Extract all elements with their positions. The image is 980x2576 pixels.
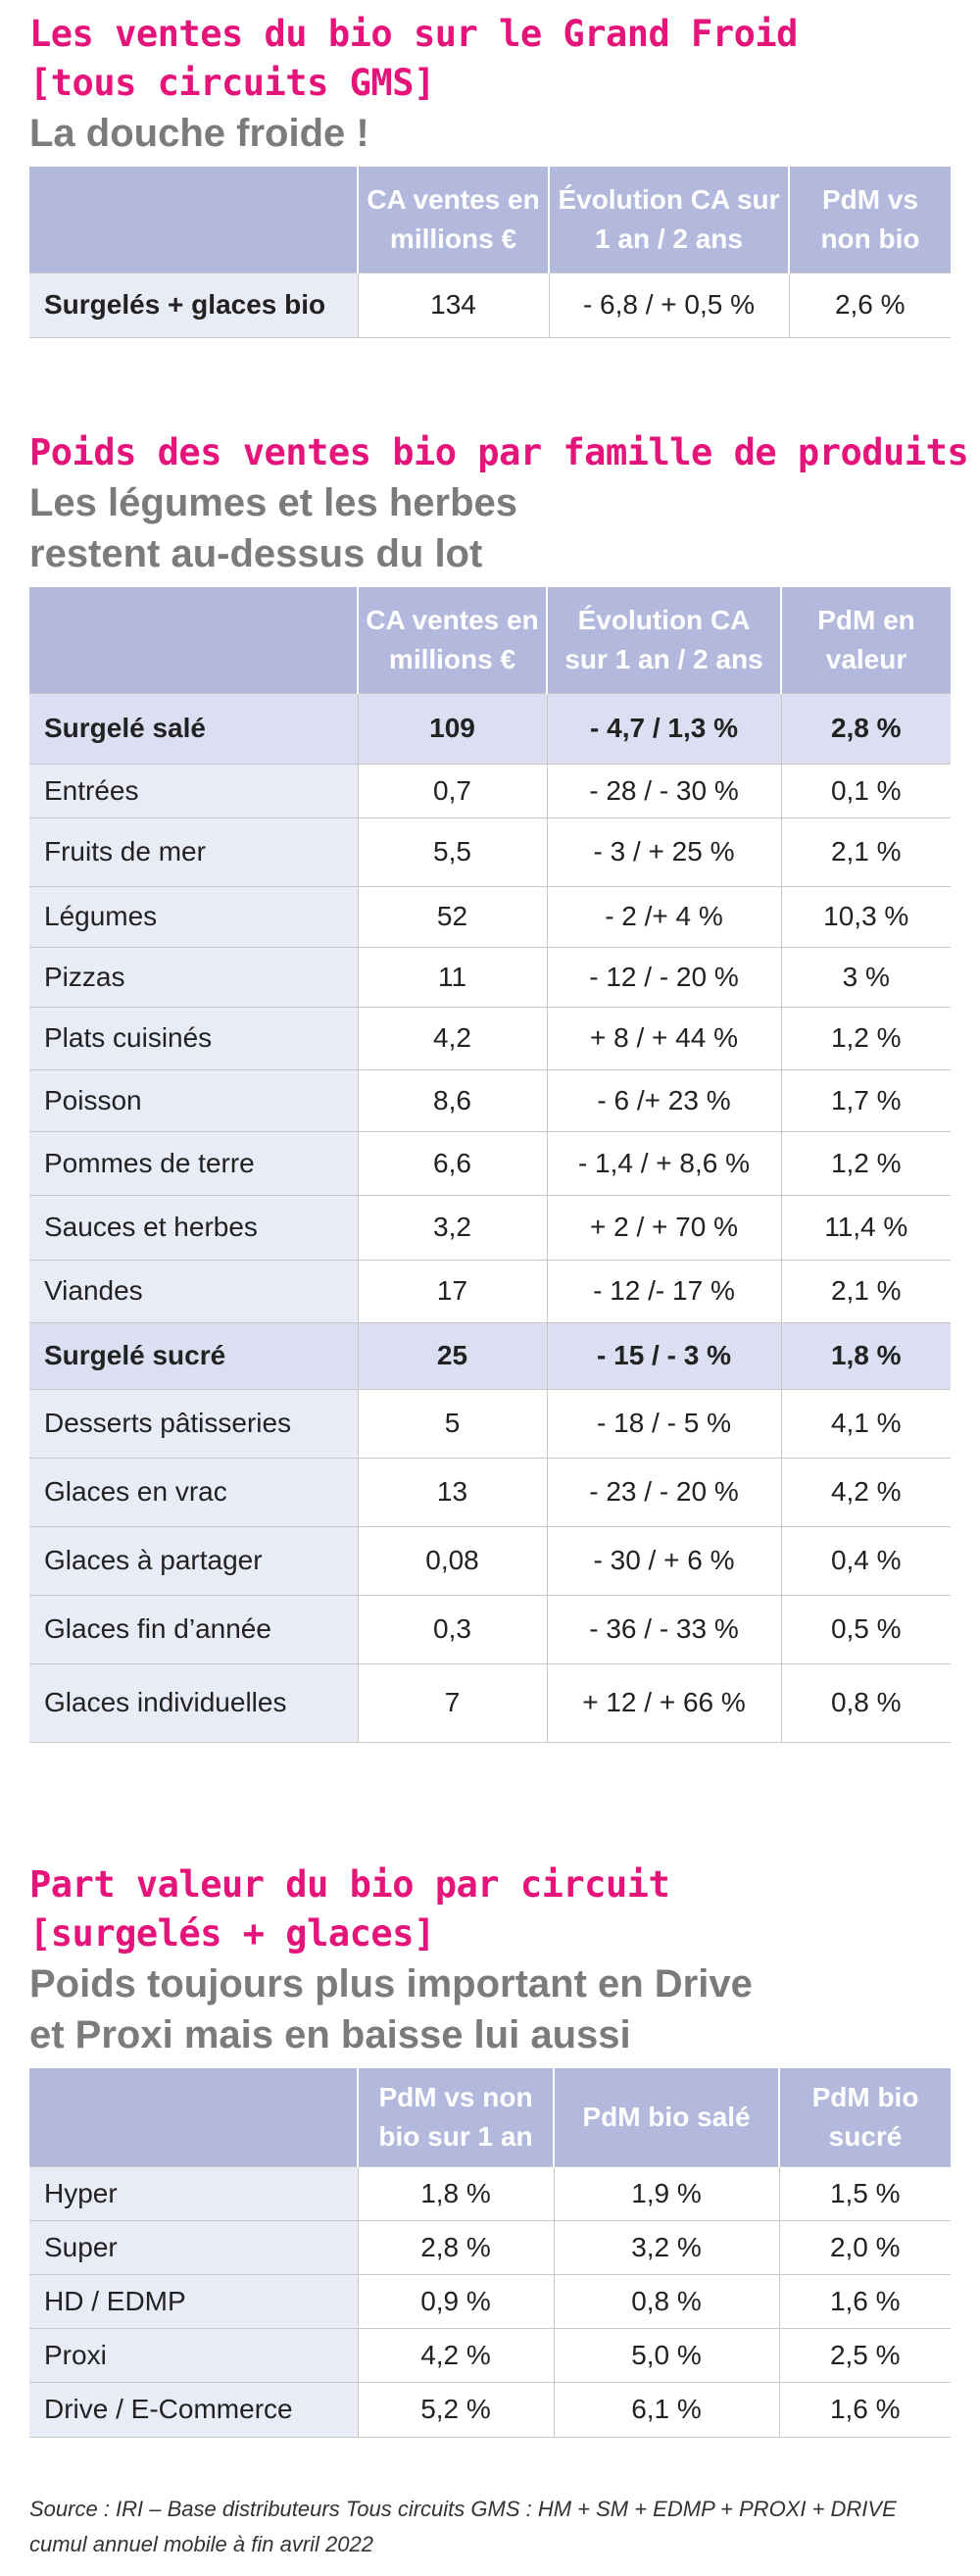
table-row	[29, 1663, 951, 1742]
source-line: Source : IRI – Base distributeurs Tous circuits GMS : HM + SM + EDMP + PROXI + DRIVE	[29, 2497, 897, 2521]
row-label: Pommes de terre	[29, 1131, 358, 1195]
table-row	[29, 1131, 951, 1195]
table-row	[29, 2220, 951, 2274]
overview-table	[29, 167, 951, 338]
section-title: Part valeur du bio par circuit	[29, 1863, 670, 1906]
table-row	[29, 764, 951, 817]
cell-value-2: - 36 / - 33 %	[547, 1595, 781, 1663]
cell-value-2: 6,1 %	[554, 2382, 779, 2437]
cell-value-1: 8,6	[358, 1069, 547, 1131]
header-cell	[29, 167, 358, 272]
row-label: Entrées	[29, 764, 358, 817]
row-label: Glaces à partager	[29, 1526, 358, 1595]
section-subtitle: Poids toujours plus important en Drive	[29, 1962, 753, 2006]
cell-value-1: 0,9 %	[358, 2274, 554, 2328]
row-label: Surgelés + glaces bio	[29, 272, 358, 337]
header-cell: PdM bio sucré	[779, 2068, 951, 2166]
table-row	[29, 1260, 951, 1322]
row-label: HD / EDMP	[29, 2274, 358, 2328]
header-cell	[29, 2068, 358, 2166]
cell-value-3: 3 %	[781, 947, 951, 1007]
row-label: Hyper	[29, 2166, 358, 2220]
row-label: Légumes	[29, 886, 358, 947]
table-group-row	[29, 1322, 951, 1389]
cell-value-1: 5,5	[358, 817, 547, 886]
row-label: Pizzas	[29, 947, 358, 1007]
section-families	[29, 428, 969, 1743]
table-row	[29, 2382, 951, 2437]
circuits-table	[29, 2068, 951, 2438]
cell-value-1: 25	[358, 1322, 547, 1389]
table-header-row	[29, 587, 951, 693]
cell-value-3: 0,5 %	[781, 1595, 951, 1663]
row-label: Drive / E-Commerce	[29, 2382, 358, 2437]
row-label: Desserts pâtisseries	[29, 1389, 358, 1458]
table-row	[29, 1195, 951, 1260]
table-row	[29, 1526, 951, 1595]
cell-value-1: 5,2 %	[358, 2382, 554, 2437]
header-cell: PdM vs non bio	[789, 167, 951, 272]
header-cell: PdM en valeur	[781, 587, 951, 693]
table-row	[29, 886, 951, 947]
cell-value-2: - 12 /- 17 %	[547, 1260, 781, 1322]
cell-value-2: + 12 / + 66 %	[547, 1663, 781, 1742]
row-label: Proxi	[29, 2328, 358, 2382]
table-header-row	[29, 2068, 951, 2166]
cell-value-2: + 8 / + 44 %	[547, 1007, 781, 1069]
source-line: cumul annuel mobile à fin avril 2022	[29, 2532, 373, 2556]
table-row	[29, 1458, 951, 1526]
row-label: Glaces en vrac	[29, 1458, 358, 1526]
cell-value-3: 0,4 %	[781, 1526, 951, 1595]
header-cell: CA ventes en millions €	[358, 587, 547, 693]
table-row	[29, 272, 951, 337]
cell-value-1: 0,7	[358, 764, 547, 817]
cell-value-2: 3,2 %	[554, 2220, 779, 2274]
cell-value-1: 52	[358, 886, 547, 947]
cell-value-1: 6,6	[358, 1131, 547, 1195]
cell-value-1: 4,2 %	[358, 2328, 554, 2382]
cell-value-1: 0,3	[358, 1595, 547, 1663]
cell-value-3: 1,7 %	[781, 1069, 951, 1131]
header-cell: PdM bio salé	[554, 2068, 779, 2166]
cell-value-1: 11	[358, 947, 547, 1007]
cell-value-3: 1,8 %	[781, 1322, 951, 1389]
table-row	[29, 1007, 951, 1069]
cell-value-1: 7	[358, 1663, 547, 1742]
cell-value-3: 4,2 %	[781, 1458, 951, 1526]
cell-value-3: 11,4 %	[781, 1195, 951, 1260]
header-cell: CA ventes en millions €	[358, 167, 549, 272]
table-row	[29, 1069, 951, 1131]
cell-value-2: - 12 / - 20 %	[547, 947, 781, 1007]
cell-value-3: 2,1 %	[781, 1260, 951, 1322]
cell-value-3: 1,2 %	[781, 1131, 951, 1195]
row-label: Surgelé salé	[29, 693, 358, 764]
cell-value-1: 1,8 %	[358, 2166, 554, 2220]
table-group-row	[29, 693, 951, 764]
cell-value-3: 2,0 %	[779, 2220, 951, 2274]
cell-value-2: - 6 /+ 23 %	[547, 1069, 781, 1131]
cell-pdm: 2,6 %	[789, 272, 951, 337]
cell-value-1: 5	[358, 1389, 547, 1458]
cell-value-3: 1,6 %	[779, 2382, 951, 2437]
cell-value-3: 0,1 %	[781, 764, 951, 817]
cell-value-2: 1,9 %	[554, 2166, 779, 2220]
table-row	[29, 2328, 951, 2382]
families-table	[29, 587, 951, 1743]
cell-value-2: - 3 / + 25 %	[547, 817, 781, 886]
cell-value-2: 5,0 %	[554, 2328, 779, 2382]
table-row	[29, 1595, 951, 1663]
row-label: Glaces fin d’année	[29, 1595, 358, 1663]
table-row	[29, 817, 951, 886]
cell-value-2: - 15 / - 3 %	[547, 1322, 781, 1389]
cell-value-3: 1,5 %	[779, 2166, 951, 2220]
section-title: Les ventes du bio sur le Grand Froid	[29, 13, 798, 55]
row-label: Super	[29, 2220, 358, 2274]
cell-evolution: - 6,8 / + 0,5 %	[549, 272, 789, 337]
header-cell: PdM vs non bio sur 1 an	[358, 2068, 554, 2166]
cell-value-3: 0,8 %	[781, 1663, 951, 1742]
section-overview	[29, 10, 951, 338]
row-label: Poisson	[29, 1069, 358, 1131]
cell-ca: 134	[358, 272, 549, 337]
cell-value-1: 0,08	[358, 1526, 547, 1595]
table-row	[29, 1389, 951, 1458]
cell-value-1: 13	[358, 1458, 547, 1526]
header-cell: Évolution CA sur 1 an / 2 ans	[547, 587, 781, 693]
cell-value-2: - 1,4 / + 8,6 %	[547, 1131, 781, 1195]
section-title-scope: [tous circuits GMS]	[29, 62, 435, 104]
header-cell: Évolution CA sur 1 an / 2 ans	[549, 167, 789, 272]
circuits-table-body	[29, 2166, 951, 2437]
table-row	[29, 2274, 951, 2328]
section-subtitle: Les légumes et les herbes	[29, 481, 518, 524]
table-header-row	[29, 167, 951, 272]
cell-value-2: + 2 / + 70 %	[547, 1195, 781, 1260]
header-cell	[29, 587, 358, 693]
row-label: Plats cuisinés	[29, 1007, 358, 1069]
section-title-scope: [surgelés + glaces]	[29, 1912, 435, 1955]
cell-value-2: - 30 / + 6 %	[547, 1526, 781, 1595]
cell-value-3: 4,1 %	[781, 1389, 951, 1458]
table-row	[29, 947, 951, 1007]
cell-value-1: 2,8 %	[358, 2220, 554, 2274]
section-subtitle: et Proxi mais en baisse lui aussi	[29, 2013, 631, 2056]
cell-value-2: - 23 / - 20 %	[547, 1458, 781, 1526]
cell-value-2: 0,8 %	[554, 2274, 779, 2328]
section-subtitle: restent au-dessus du lot	[29, 532, 483, 575]
families-table-body	[29, 693, 951, 1742]
section-circuits	[29, 1860, 951, 2438]
row-label: Sauces et herbes	[29, 1195, 358, 1260]
cell-value-1: 109	[358, 693, 547, 764]
section-subtitle: La douche froide !	[29, 112, 369, 155]
cell-value-3: 10,3 %	[781, 886, 951, 947]
cell-value-3: 1,2 %	[781, 1007, 951, 1069]
section-title: Poids des ventes bio par famille de produits	[29, 431, 969, 473]
cell-value-2: - 4,7 / 1,3 %	[547, 693, 781, 764]
source-note	[29, 2492, 951, 2562]
cell-value-2: - 18 / - 5 %	[547, 1389, 781, 1458]
row-label: Surgelé sucré	[29, 1322, 358, 1389]
cell-value-2: - 28 / - 30 %	[547, 764, 781, 817]
cell-value-3: 2,8 %	[781, 693, 951, 764]
table-row	[29, 2166, 951, 2220]
cell-value-2: - 2 /+ 4 %	[547, 886, 781, 947]
cell-value-1: 4,2	[358, 1007, 547, 1069]
cell-value-3: 1,6 %	[779, 2274, 951, 2328]
cell-value-1: 3,2	[358, 1195, 547, 1260]
cell-value-3: 2,1 %	[781, 817, 951, 886]
cell-value-3: 2,5 %	[779, 2328, 951, 2382]
cell-value-1: 17	[358, 1260, 547, 1322]
row-label: Glaces individuelles	[29, 1663, 358, 1742]
row-label: Fruits de mer	[29, 817, 358, 886]
row-label: Viandes	[29, 1260, 358, 1322]
